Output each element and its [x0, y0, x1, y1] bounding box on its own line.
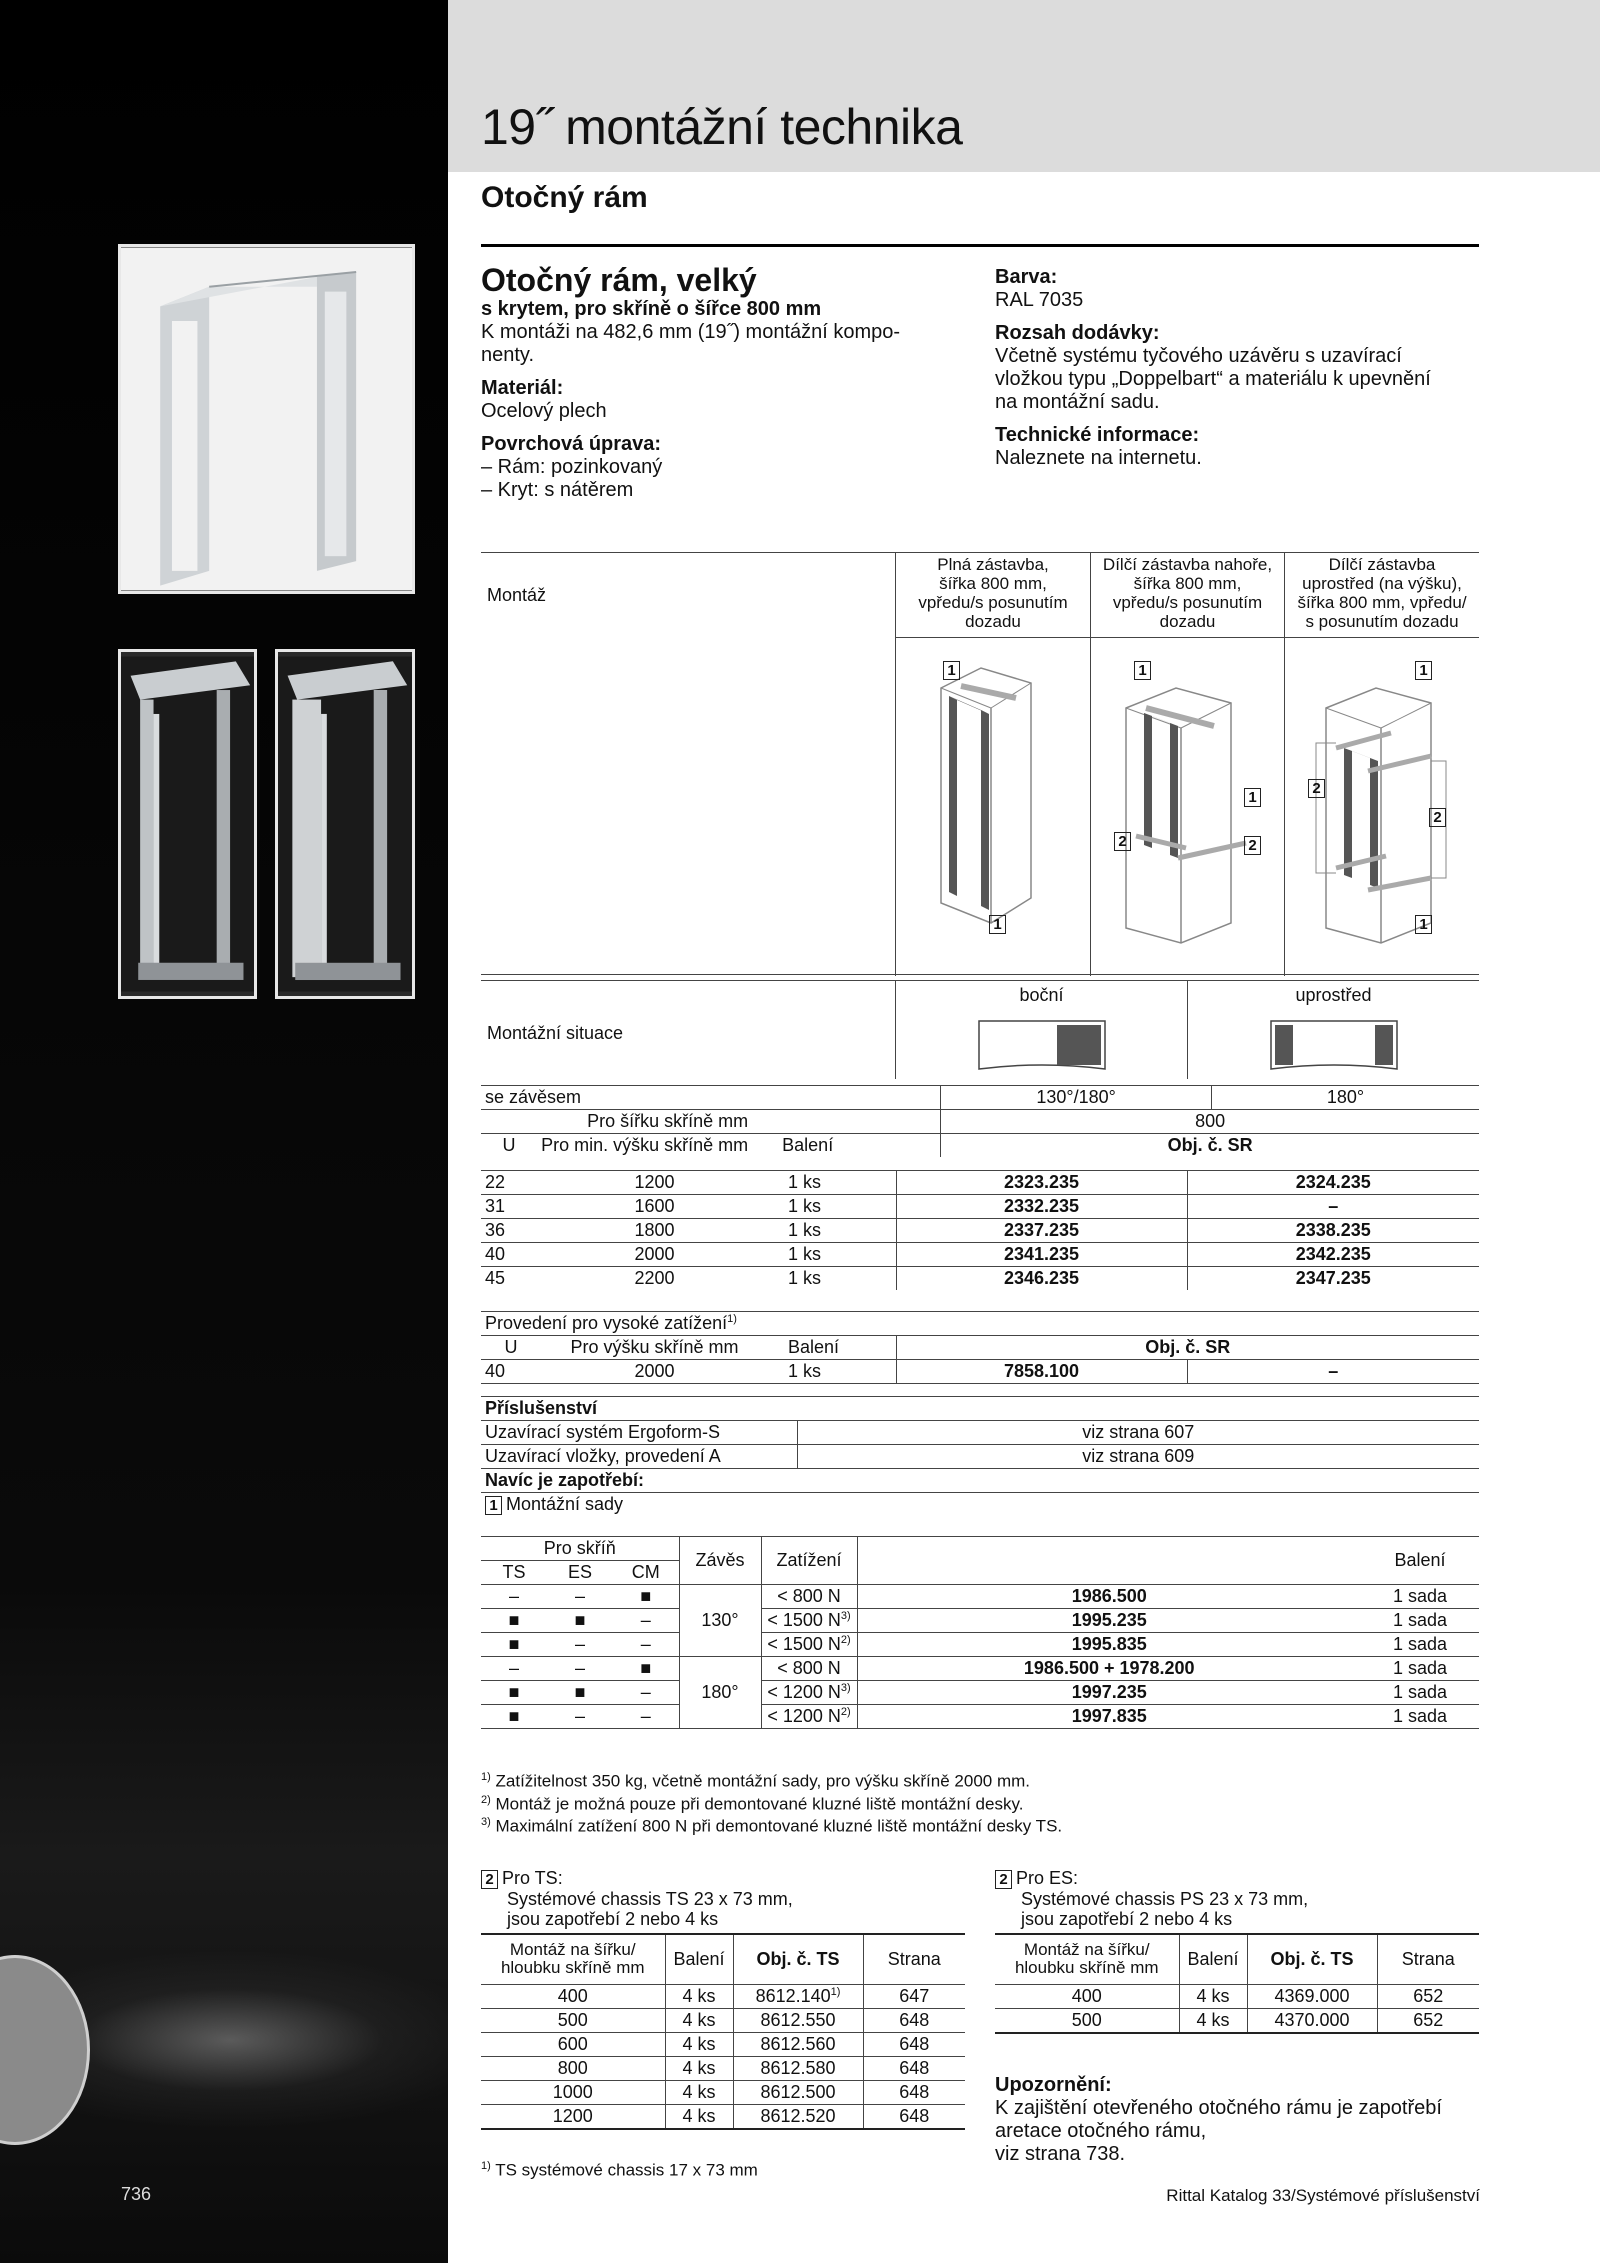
- hinge-header: Závěs: [679, 1537, 761, 1585]
- for-case-header: Pro skříň: [481, 1537, 679, 1561]
- accessory-row-2: Uzavírací vložky, provedení A viz strana 609: [481, 1445, 1479, 1469]
- ts-pack: 4 ks: [665, 1984, 733, 2008]
- kit-es: –: [547, 1633, 613, 1657]
- marker-2-diagram3-right: 2: [1429, 808, 1446, 827]
- ts-order: 8612.580: [733, 2056, 863, 2080]
- es-pack: 4 ks: [1179, 2008, 1247, 2033]
- page-title: 19˝ montážní technika: [481, 99, 963, 155]
- situation-middle: uprostřed: [1295, 985, 1372, 1005]
- marker-1-diagram3-top: 1: [1415, 661, 1432, 680]
- row-height: 1800: [541, 1219, 768, 1243]
- heavy-row: 40 2000 1 ks 7858.100 –: [481, 1360, 1479, 1384]
- kit-cm: –: [613, 1609, 679, 1633]
- kit-hinge: 130°: [679, 1585, 761, 1657]
- kits-table: Pro skříň Závěs Zatížení Balení TS ES CM – – ■ 130° < 800 N 1986.500 1 sada ■ ■ – < 1500 $N^{3)}$ 1995.235 1 sada ■ – – < 1500 $N^{2)}$ 1995.835 1 sada – – ■ 180° < 800 N 1986.500 + 1978.200 1 sada ■ ■ – < 1200 $N^{3)}$ 1997.235 1 sada ■ – – < 1200 $N^{2)}$ 1997.835 1 sada: [481, 1536, 1479, 1729]
- tech-value: Naleznete na internetu.: [995, 447, 1202, 469]
- marker-1-diagram2-top: 1: [1134, 661, 1151, 680]
- surface-line-2: – Kryt: s nátěrem: [481, 479, 634, 501]
- row-order-side: 2346.235: [896, 1267, 1187, 1291]
- ts-mount: 600: [481, 2032, 665, 2056]
- heavy-load-table: Provedení pro vysoké zatížení$^{1)}$ U Pro výšku skříně mm Balení Obj. č. SR 40 2000 1 ks 7858.100 –: [481, 1311, 1479, 1384]
- product-photo-cabinet-2: [275, 649, 415, 999]
- es-table: Montáž na šířku/ hloubku skříně mm Balení Obj. č. TS Strana 400 4 ks 4369.000 652 500 4 ks 4370.000 652: [995, 1933, 1479, 2034]
- ts-page: 648: [863, 2080, 965, 2104]
- kit-row: [481, 1705, 1479, 1729]
- marker-1-diagram1-top: 1: [943, 661, 960, 680]
- kit-pack: 1 sada: [1361, 1681, 1479, 1705]
- order-row: [481, 1219, 1479, 1243]
- kit-es: –: [547, 1585, 613, 1609]
- accessories-table: [481, 1396, 1479, 1516]
- color-value: RAL 7035: [995, 289, 1084, 311]
- row-u: 40: [481, 1243, 541, 1267]
- row-pack: 1 ks: [768, 1243, 896, 1267]
- product-desc-1: K montáži na 482,6 mm (19˝) montážní kompo-: [481, 321, 901, 343]
- ts-page: 648: [863, 2032, 965, 2056]
- ts-mount: 800: [481, 2056, 665, 2080]
- kit-ts: –: [481, 1585, 547, 1609]
- material-value: Ocelový plech: [481, 400, 607, 422]
- es-order: 4369.000: [1247, 1984, 1377, 2008]
- row-pack: 1 ks: [768, 1171, 896, 1195]
- kit-cm: ■: [613, 1657, 679, 1681]
- ts-page: 648: [863, 2056, 965, 2080]
- ts-pack: 4 ks: [665, 2032, 733, 2056]
- ts-pack: 4 ks: [665, 2080, 733, 2104]
- marker-1-diagram3-bottom: 1: [1415, 915, 1432, 934]
- ts-order: 8612.550: [733, 2008, 863, 2032]
- mounting-col-3-header: Dílčí zástavba uprostřed (na výšku), šířka 800 mm, vpředu/ s posunutím dozadu: [1297, 555, 1467, 631]
- kit-ts: ■: [481, 1705, 547, 1729]
- kit-ts: ■: [481, 1633, 547, 1657]
- kit-order: 1995.835: [857, 1633, 1361, 1657]
- pack-header: Balení: [1361, 1537, 1479, 1585]
- es-row: [995, 1984, 1479, 2008]
- row-pack: 1 ks: [768, 1267, 896, 1291]
- row-order-side: 2332.235: [896, 1195, 1187, 1219]
- kit-pack: 1 sada: [1361, 1585, 1479, 1609]
- situation-side: boční: [1019, 985, 1064, 1005]
- ts-pack: 4 ks: [665, 2104, 733, 2129]
- product-desc-2: nenty.: [481, 344, 534, 366]
- row-u: 22: [481, 1171, 541, 1195]
- situation-middle-icon: [1269, 1017, 1399, 1073]
- es-pack: 4 ks: [1179, 1984, 1247, 2008]
- row-height: 2000: [541, 1243, 768, 1267]
- kit-row: [481, 1681, 1479, 1705]
- row-pack: 1 ks: [768, 1195, 896, 1219]
- kit-row: [481, 1657, 1479, 1681]
- es-mount: 400: [995, 1984, 1179, 2008]
- kit-pack: 1 sada: [1361, 1657, 1479, 1681]
- section-title: Otočný rám: [481, 181, 648, 214]
- notice-label: Upozornění:: [995, 2074, 1112, 2096]
- scope-line-2: vložkou typu „Doppelbart“ a materiálu k upevnění: [995, 368, 1431, 390]
- kits-label: 1 Montážní sady: [481, 1493, 1479, 1517]
- catalog-footer: Rittal Katalog 33/Systémové příslušenství: [1166, 2186, 1480, 2205]
- row-order-middle: 2347.235: [1187, 1267, 1479, 1291]
- accessories-label: Příslušenství: [481, 1397, 1479, 1421]
- row-pack: 1 ks: [768, 1219, 896, 1243]
- product-photo-frame: [118, 244, 415, 594]
- order-table: [481, 1085, 1479, 1157]
- kit-ts: –: [481, 1657, 547, 1681]
- main-footnotes: $^{1)}$ Zatížitelnost 350 kg, včetně montážní sady, pro výšku skříně 2000 mm. $^{2)}$ Montáž je možná pouze při demontované kluzné liště montážní desky. $^{3)}$ Maximální zatížení 800 N při demontované kluzné liště montážní desky TS.: [481, 1771, 1063, 1836]
- kit-order: 1997.835: [857, 1705, 1361, 1729]
- ts-mount: 1200: [481, 2104, 665, 2129]
- product-photo-cabinet-1: [118, 649, 257, 999]
- ts-row: [481, 1984, 965, 2008]
- mounting-diagram-full: [921, 658, 1071, 958]
- kit-pack: 1 sada: [1361, 1633, 1479, 1657]
- left-sidebar: [0, 0, 448, 2263]
- ts-footnote: $^{1)}$ TS systémové chassis 17 x 73 mm: [481, 2160, 758, 2180]
- kit-ts: ■: [481, 1609, 547, 1633]
- order-row: [481, 1195, 1479, 1219]
- kit-ts: ■: [481, 1681, 547, 1705]
- surface-label: Povrchová úprava:: [481, 433, 662, 455]
- hinge-row: [481, 1086, 1479, 1110]
- es-order: 4370.000: [1247, 2008, 1377, 2033]
- kit-load: < 800 N: [761, 1585, 857, 1609]
- row-order-middle: 2342.235: [1187, 1243, 1479, 1267]
- ts-block-header: 2 Pro TS: Systémové chassis TS 23 x 73 mm, jsou zapotřebí 2 nebo 4 ks: [481, 1868, 793, 1929]
- kit-order: 1997.235: [857, 1681, 1361, 1705]
- ts-order: 8612.560: [733, 2032, 863, 2056]
- mounting-diagram-middle: [1306, 668, 1476, 958]
- page-number: 736: [121, 2184, 152, 2204]
- kit-cm: –: [613, 1633, 679, 1657]
- kit-load: < 800 N: [761, 1657, 857, 1681]
- hinge-side: 130°/180°: [941, 1086, 1212, 1110]
- scope-line-1: Včetně systému tyčového uzávěru s uzavírací: [995, 345, 1402, 367]
- es-mount: 500: [995, 2008, 1179, 2033]
- marker-2-diagram2-left: 2: [1114, 832, 1131, 851]
- row-order-side: 2323.235: [896, 1171, 1187, 1195]
- hinge-middle: 180°: [1212, 1086, 1479, 1110]
- ts-page: 648: [863, 2104, 965, 2129]
- marker-2-diagram2-right: 2: [1244, 836, 1261, 855]
- scope-line-3: na montážní sadu.: [995, 391, 1160, 413]
- kit-row: [481, 1585, 1479, 1609]
- row-u: 45: [481, 1267, 541, 1291]
- hinge-label: se závěsem: [481, 1086, 941, 1110]
- needed-label: Navíc je zapotřebí:: [481, 1469, 1479, 1493]
- ts-order: 8612.140$^{1)}$: [733, 1984, 863, 2008]
- header-rule: [481, 244, 1479, 247]
- product-description: [481, 262, 951, 502]
- load-header: Zatížení: [761, 1537, 857, 1585]
- ts-page: 648: [863, 2008, 965, 2032]
- es-page: 652: [1377, 2008, 1479, 2033]
- situation-row: [481, 980, 1479, 1078]
- row-order-middle: –: [1187, 1195, 1479, 1219]
- es-row: [995, 2008, 1479, 2033]
- kit-order: 1986.500 + 1978.200: [857, 1657, 1361, 1681]
- kit-order: 1995.235: [857, 1609, 1361, 1633]
- row-order-side: 2341.235: [896, 1243, 1187, 1267]
- order-header-row: U Pro min. výšku skříně mm Balení Obj. č. SR: [481, 1134, 1479, 1158]
- ts-table: Montáž na šířku/ hloubku skříně mm Balení Obj. č. TS Strana 400 4 ks 8612.140$^{1)}$ 647 500 4 ks 8612.550 648 600 4 ks 8612.560 648 800 4 ks 8612.580 648 1000 4 ks 8612.500 648 1200 4 ks 8612.520 648: [481, 1933, 965, 2130]
- tech-label: Technické informace:: [995, 424, 1200, 446]
- order-row: [481, 1171, 1479, 1195]
- ts-row: [481, 2080, 965, 2104]
- mounting-col-1-header: Plná zástavba, šířka 800 mm, vpředu/s posunutím dozadu: [918, 555, 1068, 631]
- order-row: [481, 1243, 1479, 1267]
- width-value: 800: [941, 1110, 1479, 1134]
- surface-line-1: – Rám: pozinkovaný: [481, 456, 663, 478]
- kit-cm: –: [613, 1681, 679, 1705]
- kit-es: –: [547, 1657, 613, 1681]
- kit-load: < 1500 $N^{3)}$: [761, 1609, 857, 1633]
- width-label: Pro šířku skříně mm: [537, 1110, 941, 1134]
- mounting-col-2-header: Dílčí zástavba nahoře, šířka 800 mm, vpředu/s posunutím dozadu: [1102, 555, 1273, 631]
- product-name: Otočný rám, velký: [481, 262, 757, 298]
- ts-mount: 400: [481, 1984, 665, 2008]
- row-height: 1200: [541, 1171, 768, 1195]
- situation-side-icon: [977, 1017, 1107, 1073]
- scope-label: Rozsah dodávky:: [995, 322, 1160, 344]
- kit-pack: 1 sada: [1361, 1609, 1479, 1633]
- row-order-middle: 2338.235: [1187, 1219, 1479, 1243]
- kit-hinge: 180°: [679, 1657, 761, 1729]
- ts-mount: 500: [481, 2008, 665, 2032]
- ts-row: [481, 2008, 965, 2032]
- ts-mount: 1000: [481, 2080, 665, 2104]
- row-height: 2200: [541, 1267, 768, 1291]
- es-page: 652: [1377, 1984, 1479, 2008]
- ts-pack: 4 ks: [665, 2056, 733, 2080]
- kit-row: [481, 1609, 1479, 1633]
- situation-label: Montážní situace: [487, 1023, 624, 1043]
- ts-page: 647: [863, 1984, 965, 2008]
- row-order-middle: 2324.235: [1187, 1171, 1479, 1195]
- row-order-side: 2337.235: [896, 1219, 1187, 1243]
- ts-order: 8612.520: [733, 2104, 863, 2129]
- order-row: [481, 1267, 1479, 1291]
- row-u: 31: [481, 1195, 541, 1219]
- mounting-diagram-top: [1106, 668, 1276, 958]
- order-rows: [481, 1170, 1479, 1290]
- ts-row: [481, 2056, 965, 2080]
- kit-pack: 1 sada: [1361, 1705, 1479, 1729]
- marker-1-diagram1-bottom: 1: [989, 915, 1006, 934]
- ts-order: 8612.500: [733, 2080, 863, 2104]
- marker-2-diagram3-left: 2: [1308, 779, 1325, 798]
- color-label: Barva:: [995, 266, 1058, 288]
- heavy-label: Provedení pro vysoké zatížení$^{1)}$: [481, 1312, 1479, 1336]
- kit-load: < 1200 $N^{3)}$: [761, 1681, 857, 1705]
- product-details: [995, 266, 1485, 470]
- kit-es: –: [547, 1705, 613, 1729]
- ts-row: [481, 2032, 965, 2056]
- row-height: 1600: [541, 1195, 768, 1219]
- kit-row: [481, 1633, 1479, 1657]
- kit-load: < 1500 $N^{2)}$: [761, 1633, 857, 1657]
- kit-cm: ■: [613, 1585, 679, 1609]
- accessory-row-1: Uzavírací systém Ergoform-S viz strana 607: [481, 1421, 1479, 1445]
- kit-order: 1986.500: [857, 1585, 1361, 1609]
- kit-es: ■: [547, 1609, 613, 1633]
- es-block-header: 2 Pro ES: Systémové chassis PS 23 x 73 mm, jsou zapotřebí 2 nebo 4 ks: [995, 1868, 1308, 1929]
- kit-load: < 1200 $N^{2)}$: [761, 1705, 857, 1729]
- kit-cm: –: [613, 1705, 679, 1729]
- width-row: [481, 1110, 1479, 1134]
- mounting-label: Montáž: [487, 585, 547, 605]
- product-subtitle: s krytem, pro skříně o šířce 800 mm: [481, 298, 822, 320]
- marker-1-diagram2-right: 1: [1244, 788, 1261, 807]
- material-label: Materiál:: [481, 377, 564, 399]
- kit-es: ■: [547, 1681, 613, 1705]
- notice-block: Upozornění: K zajištění otevřeného otočného rámu je zapotřebí aretace otočného rámu, viz strana 738.: [995, 2074, 1485, 2166]
- ts-pack: 4 ks: [665, 2008, 733, 2032]
- row-u: 36: [481, 1219, 541, 1243]
- mounting-table: [481, 552, 1479, 975]
- ts-row: [481, 2104, 965, 2129]
